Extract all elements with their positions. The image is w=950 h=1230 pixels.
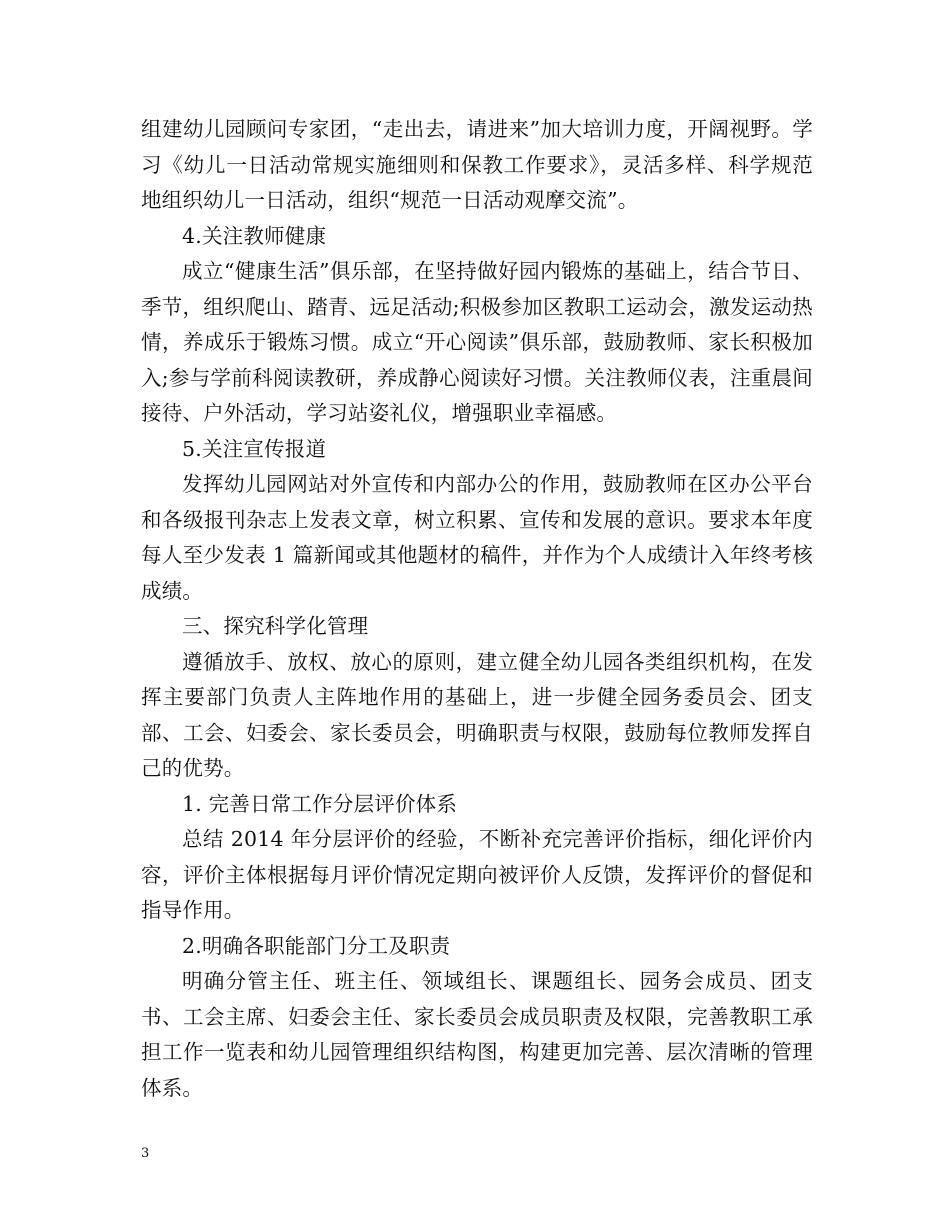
paragraph-2: 成立“健康生活”俱乐部，在坚持做好园内锻炼的基础上，结合节日、季节，组织爬山、踏青、远足活动;积极参加区教职工运动会，激发运动热情，养成乐于锻炼习惯。成立“开心阅读”俱乐部，鼓励教师、家长积极加入;参与学前科阅读教研，养成静心阅读好习惯。关注教师仪表，注重晨间接待、户外活动，学习站姿礼仪，增强职业幸福感。 [141,259,813,425]
section-heading-4: 4.关注教师健康 [182,223,327,248]
subsection-heading-2: 2.明确各职能部门分工及职责 [182,933,451,958]
subsection-heading-1: 1. 完善日常工作分层评价体系 [182,791,458,816]
paragraph-3: 发挥幼儿园网站对外宣传和内部办公的作用，鼓励教师在区办公平台和各级报刊杂志上发表文章，树立积累、宣传和发展的意识。要求本年度每人至少发表 1 篇新闻或其他题材的稿件，并作为个人成绩计入年终考核成绩。 [141,472,813,603]
paragraph-4: 遵循放手、放权、放心的原则，建立健全幼儿园各类组织机构，在发挥主要部门负责人主阵地作用的基础上，进一步健全园务委员会、团支部、工会、妇委会、家长委员会，明确职责与权限，鼓励每位教师发挥自己的优势。 [141,649,813,780]
paragraph-5: 总结 2014 年分层评价的经验，不断补充完善评价指标，细化评价内容，评价主体根据每月评价情况定期向被评价人反馈，发挥评价的督促和指导作用。 [141,827,813,922]
chapter-heading-3: 三、探究科学化管理 [182,614,369,638]
paragraph-1: 组建幼儿园顾问专家团，“走出去，请进来”加大培训力度，开阔视野。学习《幼儿一日活动常规实施细则和保教工作要求》，灵活多样、科学规范地组织幼儿一日活动，组织“规范一日活动观摩交流”。 [141,117,813,212]
section-heading-5: 5.关注宣传报道 [182,436,327,461]
page-number: 3 [141,1146,150,1161]
document-body [141,112,813,1106]
paragraph-6: 明确分管主任、班主任、领域组长、课题组长、园务会成员、团支书、工会主席、妇委会主任、家长委员会成员职责及权限，完善教职工承担工作一览表和幼儿园管理组织结构图，构建更加完善、层次清晰的管理体系。 [141,969,813,1100]
